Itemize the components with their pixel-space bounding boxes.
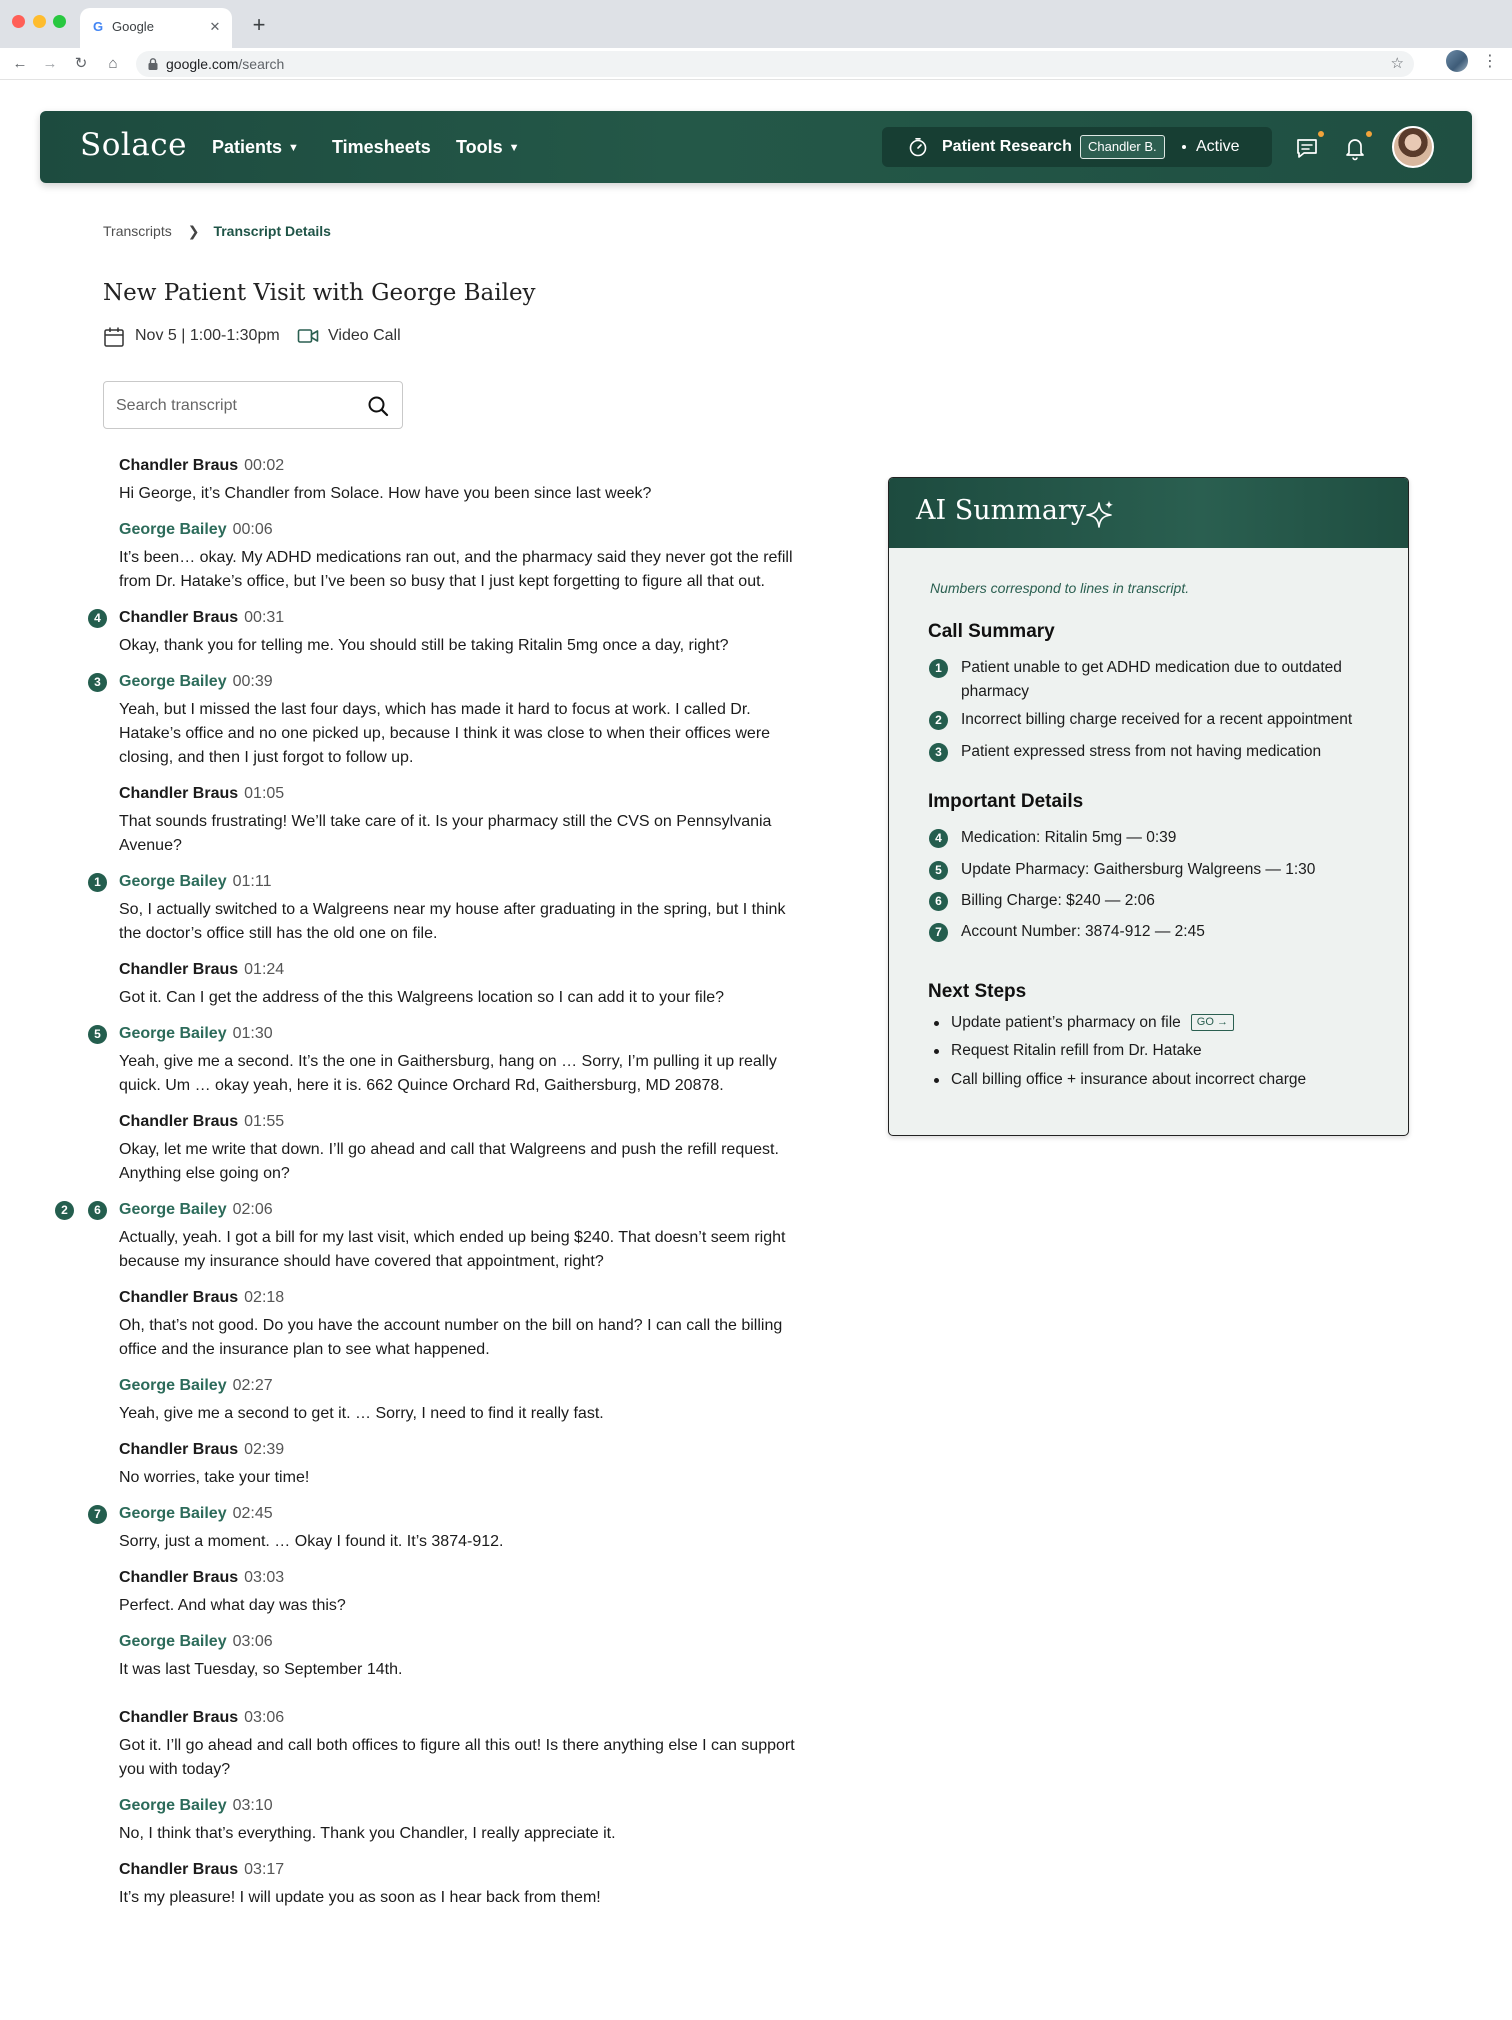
important-detail-item[interactable] <box>929 858 1389 882</box>
user-avatar[interactable] <box>1392 126 1434 168</box>
lock-icon <box>146 57 160 71</box>
breadcrumb <box>103 221 331 241</box>
speaker-line <box>119 1566 284 1590</box>
important-detail-item[interactable] <box>929 920 1389 944</box>
timestamp[interactable]: 00:31 <box>244 609 285 626</box>
speaker-name: George Bailey <box>119 1505 227 1522</box>
utterance-text: It was last Tuesday, so September 14th. <box>119 1661 403 1678</box>
reference-number: 7 <box>929 923 948 942</box>
utterance-text: Yeah, but I missed the last four days, which has made it hard to focus at work. I called Dr. Hatake’s office and no one picked up, because I think it was close to when their offices were closing, and then I just forgot to follow up. <box>119 701 771 766</box>
timestamp[interactable]: 03:06 <box>244 1709 285 1726</box>
speaker-line <box>119 1630 273 1654</box>
speaker-name: Chandler Braus <box>119 457 239 474</box>
speaker-line <box>119 1198 273 1222</box>
next-step-text: Request Ritalin refill from Dr. Hatake <box>951 1042 1202 1059</box>
important-detail-text: Update Pharmacy: Gaithersburg Walgreens — 1:30 <box>961 861 1316 878</box>
speaker-name: Chandler Braus <box>119 1113 239 1130</box>
session-indicator[interactable] <box>882 127 1272 167</box>
address-bar[interactable] <box>136 51 1414 77</box>
speaker-name: George Bailey <box>119 873 227 890</box>
speaker-line <box>119 1706 284 1730</box>
transcript-reference-badge[interactable]: 5 <box>88 1025 107 1044</box>
star-icon[interactable]: ☆ <box>1390 55 1404 72</box>
maximize-window-button[interactable] <box>53 15 66 28</box>
close-window-button[interactable] <box>12 15 25 28</box>
browser-tab[interactable] <box>80 8 232 48</box>
utterance-text: Yeah, give me a second to get it. … Sorry, I need to find it really fast. <box>119 1405 604 1422</box>
utterance-text: That sounds frustrating! We’ll take care of it. Is your pharmacy still the CVS on Pennsylvania Avenue? <box>119 813 772 854</box>
reference-number: 4 <box>929 829 948 848</box>
speaker-line <box>119 670 273 694</box>
breadcrumb-current: Transcript Details <box>213 223 331 239</box>
reload-icon[interactable]: ↻ <box>74 55 88 72</box>
important-detail-item[interactable] <box>929 889 1389 913</box>
ai-summary-header <box>889 478 1409 548</box>
timestamp[interactable]: 01:05 <box>244 785 285 802</box>
utterance-text: Okay, let me write that down. I’ll go ahead and call that Walgreens and push the refill request. Anything else going on? <box>119 1141 779 1182</box>
speaker-line <box>119 870 271 894</box>
reference-number: 2 <box>929 711 948 730</box>
speaker-name: Chandler Braus <box>119 609 239 626</box>
forward-icon[interactable]: → <box>42 55 58 72</box>
timestamp[interactable]: 03:10 <box>232 1797 273 1814</box>
nav-patients[interactable]: Patients ▼ <box>212 137 299 157</box>
new-tab-button[interactable]: + <box>252 12 266 37</box>
solace-logo[interactable]: Solace <box>80 127 188 163</box>
timestamp[interactable]: 00:06 <box>232 521 273 538</box>
speaker-line <box>119 606 284 630</box>
ai-summary-note: Numbers correspond to lines in transcript. <box>930 580 1190 596</box>
kebab-icon[interactable]: ⋮ <box>1482 53 1498 70</box>
reference-number: 1 <box>929 659 948 678</box>
timestamp[interactable]: 01:30 <box>232 1025 273 1042</box>
sparkle-icon <box>1085 499 1115 529</box>
google-favicon-icon: G <box>92 19 104 34</box>
timestamp[interactable]: 03:17 <box>244 1861 285 1878</box>
speaker-name: George Bailey <box>119 1377 227 1394</box>
messages-notification-dot <box>1318 131 1324 137</box>
call-summary-heading: Call Summary <box>928 621 1055 642</box>
tab-title: Google <box>112 19 154 34</box>
search-icon[interactable] <box>366 394 390 418</box>
transcript-reference-badge[interactable]: 6 <box>88 1201 107 1220</box>
status-separator-dot <box>1182 145 1186 149</box>
call-summary-text: Incorrect billing charge received for a recent appointment <box>961 711 1353 728</box>
utterance-text: No, I think that’s everything. Thank you Chandler, I really appreciate it. <box>119 1825 616 1842</box>
search-transcript-field[interactable] <box>103 381 403 429</box>
speaker-name: George Bailey <box>119 1201 227 1218</box>
speaker-line <box>119 1502 273 1526</box>
speaker-name: Chandler Braus <box>119 1441 239 1458</box>
nav-tools[interactable]: Tools ▼ <box>456 137 520 157</box>
transcript-reference-badge[interactable]: 4 <box>88 609 107 628</box>
tab-close-icon[interactable]: ✕ <box>209 19 221 34</box>
call-summary-item[interactable] <box>929 708 1389 732</box>
call-summary-text: Patient expressed stress from not having medication <box>961 743 1322 760</box>
stopwatch-icon <box>908 137 928 157</box>
important-details-heading: Important Details <box>928 791 1084 812</box>
url-text: google.com/search <box>166 56 285 72</box>
speaker-line <box>119 1438 284 1462</box>
call-summary-item[interactable] <box>929 656 1389 704</box>
video-camera-icon <box>297 328 319 344</box>
speaker-name: Chandler Braus <box>119 1289 239 1306</box>
speaker-name: George Bailey <box>119 1797 227 1814</box>
utterance-text: Okay, thank you for telling me. You should still be taking Ritalin 5mg once a day, right? <box>119 637 729 654</box>
visit-date: Nov 5 | 1:00-1:30pm <box>135 327 280 344</box>
transcript-reference-badge[interactable]: 3 <box>88 673 107 692</box>
breadcrumb-transcripts[interactable]: Transcripts <box>103 223 172 239</box>
timestamp[interactable]: 02:39 <box>244 1441 285 1458</box>
timestamp[interactable]: 00:02 <box>244 457 285 474</box>
utterance-text: Hi George, it’s Chandler from Solace. How have you been since last week? <box>119 485 652 502</box>
speaker-name: Chandler Braus <box>119 1861 239 1878</box>
messages-icon[interactable] <box>1294 135 1320 161</box>
utterance-text: Perfect. And what day was this? <box>119 1597 346 1614</box>
timestamp[interactable]: 03:06 <box>232 1633 273 1650</box>
timestamp[interactable]: 02:18 <box>244 1289 285 1306</box>
page-title: New Patient Visit with George Bailey <box>103 280 536 306</box>
timestamp[interactable]: 01:55 <box>244 1113 285 1130</box>
utterance-text: Oh, that’s not good. Do you have the account number on the bill on hand? I can call the billing office and the insurance plan to see what happened. <box>119 1317 783 1358</box>
transcript-reference-badge[interactable]: 2 <box>55 1201 74 1220</box>
speaker-name: George Bailey <box>119 521 227 538</box>
speaker-name: George Bailey <box>119 1633 227 1650</box>
speaker-line <box>119 1286 284 1310</box>
next-steps-heading: Next Steps <box>928 981 1027 1002</box>
speaker-line <box>119 1374 273 1398</box>
ai-summary-title: AI Summary <box>916 495 1087 526</box>
next-step-item <box>934 1068 1306 1092</box>
speaker-name: Chandler Braus <box>119 1569 239 1586</box>
call-summary-item[interactable] <box>929 740 1389 764</box>
session-user-badge: Chandler B. <box>1080 135 1165 159</box>
speaker-name: Chandler Braus <box>119 1709 239 1726</box>
utterance-text: Got it. Can I get the address of the this Walgreens location so I can add it to your file? <box>119 989 725 1006</box>
timestamp[interactable]: 01:11 <box>232 873 272 890</box>
speaker-line <box>119 1110 284 1134</box>
session-title: Patient Research <box>942 138 1072 155</box>
timestamp[interactable]: 01:24 <box>244 961 285 978</box>
utterance-text: Got it. I’ll go ahead and call both offices to figure all this out! Is there anything else I can support you with today? <box>119 1737 795 1778</box>
timestamp[interactable]: 00:39 <box>232 673 273 690</box>
back-icon[interactable]: ← <box>12 55 28 72</box>
call-type: Video Call <box>328 327 401 344</box>
timestamp[interactable]: 03:03 <box>244 1569 285 1586</box>
go-button[interactable]: GO → <box>1191 1014 1234 1031</box>
speaker-name: George Bailey <box>119 673 227 690</box>
speaker-line <box>119 518 273 542</box>
reference-number: 6 <box>929 892 948 911</box>
chevron-right-icon: ❯ <box>187 223 200 239</box>
bell-icon[interactable] <box>1342 135 1368 161</box>
bell-notification-dot <box>1366 131 1372 137</box>
important-detail-text: Billing Charge: $240 — 2:06 <box>961 892 1155 909</box>
speaker-line <box>119 1858 284 1882</box>
search-input[interactable] <box>116 394 356 418</box>
important-detail-text: Medication: Ritalin 5mg — 0:39 <box>961 829 1177 846</box>
chevron-down-icon: ▼ <box>508 142 520 154</box>
app-header <box>40 111 1472 183</box>
reference-number: 5 <box>929 861 948 880</box>
ai-summary-card <box>888 477 1409 1136</box>
utterance-text: Yeah, give me a second. It’s the one in Gaithersburg, hang on … Sorry, I’m pulling it up really quick. Um … okay yeah, here it is. 662 Quince Orchard Rd, Gaithersburg, MD 20878. <box>119 1053 777 1094</box>
browser-toolbar <box>0 48 1512 80</box>
next-step-text: Update patient’s pharmacy on file <box>951 1014 1181 1031</box>
important-detail-item[interactable] <box>929 826 1389 850</box>
speaker-line <box>119 1794 273 1818</box>
minimize-window-button[interactable] <box>33 15 46 28</box>
browser-profile-avatar[interactable] <box>1446 50 1468 72</box>
speaker-line <box>119 782 284 806</box>
timestamp[interactable]: 02:27 <box>232 1377 273 1394</box>
timestamp[interactable]: 02:06 <box>232 1201 273 1218</box>
utterance-text: No worries, take your time! <box>119 1469 310 1486</box>
session-status: Active <box>1196 138 1240 155</box>
next-step-item <box>934 1011 1234 1035</box>
calendar-icon <box>103 326 125 348</box>
speaker-name: Chandler Braus <box>119 785 239 802</box>
nav-timesheets[interactable]: Timesheets <box>332 137 431 157</box>
call-summary-text: Patient unable to get ADHD medication due to outdated pharmacy <box>961 659 1342 700</box>
speaker-name: George Bailey <box>119 1025 227 1042</box>
browser-tab-bar <box>0 0 1512 48</box>
speaker-line <box>119 454 284 478</box>
utterance-text: It’s my pleasure! I will update you as soon as I hear back from them! <box>119 1889 601 1906</box>
speaker-line <box>119 958 284 982</box>
transcript-reference-badge[interactable]: 7 <box>88 1505 107 1524</box>
chevron-down-icon: ▼ <box>288 142 299 154</box>
speaker-name: Chandler Braus <box>119 961 239 978</box>
utterance-text: Actually, yeah. I got a bill for my last visit, which ended up being $240. That doesn’t seem right because my insurance should have covered that appointment, right? <box>119 1229 786 1270</box>
important-detail-text: Account Number: 3874-912 — 2:45 <box>961 923 1205 940</box>
utterance-text: Sorry, just a moment. … Okay I found it. It’s 3874-912. <box>119 1533 504 1550</box>
transcript-reference-badge[interactable]: 1 <box>88 873 107 892</box>
next-step-item <box>934 1039 1202 1063</box>
utterance-text: It’s been… okay. My ADHD medications ran out, and the pharmacy said they never got the refill from Dr. Hatake’s office, but I’ve been so busy that I just kept forgetting to figure all that out. <box>119 549 793 590</box>
speaker-line <box>119 1022 273 1046</box>
timestamp[interactable]: 02:45 <box>232 1505 273 1522</box>
home-icon[interactable]: ⌂ <box>108 55 118 72</box>
next-step-text: Call billing office + insurance about incorrect charge <box>951 1071 1307 1088</box>
reference-number: 3 <box>929 743 948 762</box>
utterance-text: So, I actually switched to a Walgreens near my house after graduating in the spring, but I think the doctor’s office still has the old one on file. <box>119 901 786 942</box>
